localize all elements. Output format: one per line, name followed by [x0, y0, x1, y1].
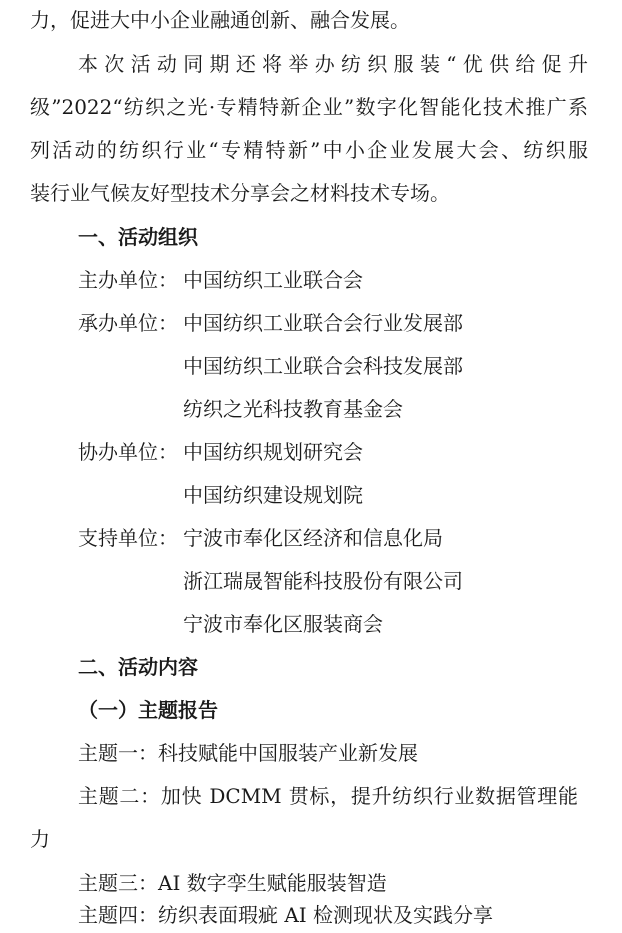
topic-item: 主题四：纺织表面瑕疵 AI 检测现状及实践分享 — [78, 903, 494, 927]
supporter-item: 宁波市奉化区经济和信息化局 — [183, 526, 443, 550]
organizer-label: 承办单位： — [78, 311, 178, 335]
topic-item: 主题三：AI 数字孪生赋能服装智造 — [78, 871, 387, 895]
host-item: 中国纺织工业联合会 — [183, 268, 363, 292]
section-heading-organization: 一、活动组织 — [78, 225, 198, 249]
organizer-item: 中国纺织工业联合会行业发展部 — [183, 311, 463, 335]
supporter-item: 浙江瑞晟智能科技股份有限公司 — [183, 569, 463, 593]
subsection-heading-keynotes: （一）主题报告 — [78, 698, 218, 722]
host-label: 主办单位： — [78, 268, 178, 292]
supporter-label: 支持单位： — [78, 526, 178, 550]
supporter-item: 宁波市奉化区服装商会 — [183, 612, 383, 636]
para-line-4: 装行业气候友好型技术分享会之材料技术专场。 — [30, 181, 450, 205]
co-organizer-label: 协办单位： — [78, 440, 178, 464]
supporter-row — [78, 520, 443, 556]
organizer-item: 中国纺织工业联合会科技发展部 — [183, 354, 463, 378]
para-line-3: 列活动的纺织行业“专精特新”中小企业发展大会、纺织服 — [30, 138, 588, 162]
organizer-row — [78, 305, 463, 341]
intro-line-1: 力，促进大中小企业融通创新、融合发展。 — [30, 8, 410, 32]
co-organizer-item: 中国纺织建设规划院 — [183, 483, 363, 507]
co-organizer-row — [78, 434, 363, 470]
section-heading-content: 二、活动内容 — [78, 655, 198, 679]
co-organizer-item: 中国纺织规划研究会 — [183, 440, 363, 464]
para-line-1: 本次活动同期还将举办纺织服装“优供给促升 — [78, 52, 588, 76]
para-line-2: 级”2022“纺织之光·专精特新企业”数字化智能化技术推广系 — [30, 95, 588, 119]
topic-item: 主题一：科技赋能中国服装产业新发展 — [78, 741, 418, 765]
topic-item-continuation: 力 — [30, 827, 50, 851]
organizer-item: 纺织之光科技教育基金会 — [183, 397, 403, 421]
topic-item: 主题二：加快 DCMM 贯标，提升纺织行业数据管理能 — [78, 784, 578, 808]
host-row — [78, 262, 363, 298]
